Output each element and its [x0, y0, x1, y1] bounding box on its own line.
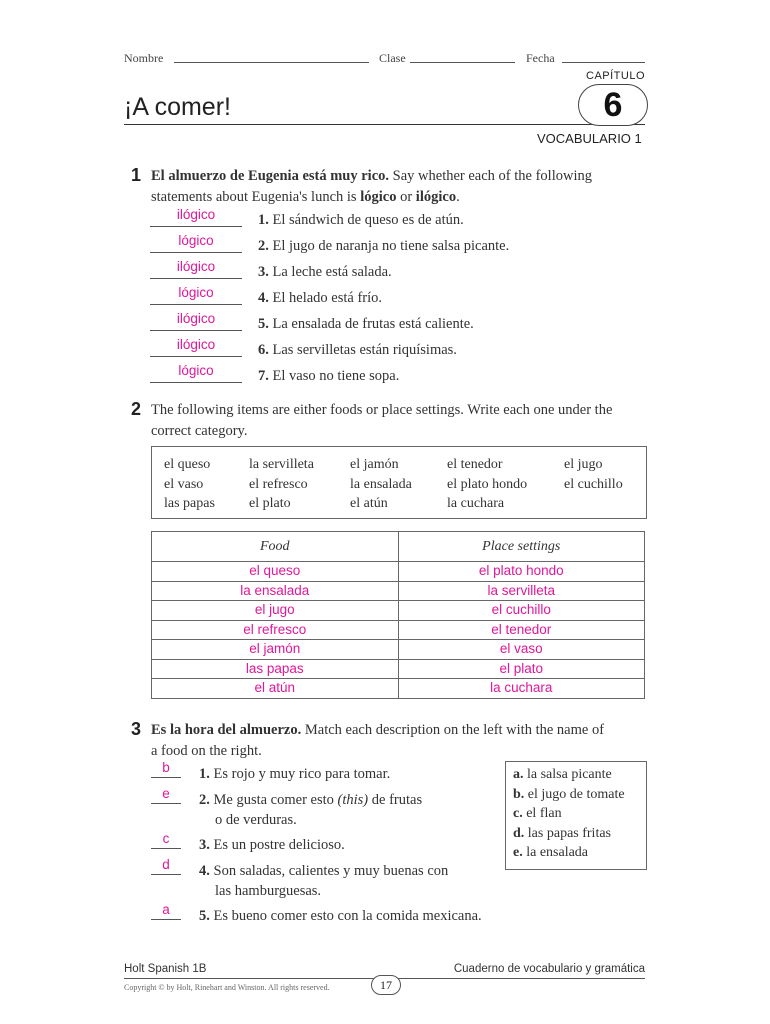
- item-number: 7.: [258, 368, 269, 384]
- word-bank-item: el cuchillo: [564, 476, 623, 492]
- section-1-number: 1: [131, 165, 142, 185]
- word-bank-item: el refresco: [249, 476, 308, 492]
- word-bank-item: el atún: [350, 496, 388, 511]
- food-cell[interactable]: el jamón: [152, 640, 399, 660]
- item-number: 4.: [258, 290, 269, 306]
- option-b: [513, 785, 646, 805]
- place-setting-cell[interactable]: el plato hondo: [398, 562, 645, 582]
- description-5: [199, 908, 482, 925]
- capitulo-label: CAPÍTULO: [586, 70, 646, 82]
- match-answer-line[interactable]: [151, 777, 181, 778]
- word-bank-column: [164, 455, 215, 514]
- section-2-intro-line2: correct category.: [151, 423, 248, 439]
- statement-5: [258, 316, 474, 333]
- answer-2: lógico: [178, 233, 214, 248]
- word-bank-column: [350, 455, 412, 514]
- food-cell[interactable]: el atún: [152, 679, 399, 699]
- description-italic: (this): [337, 792, 369, 808]
- statement-4: [258, 290, 382, 307]
- page-number: 17: [371, 975, 401, 995]
- section-2-number: 2: [131, 399, 142, 419]
- section-1-instructions: [151, 166, 651, 208]
- description-text: Me gusta comer esto: [213, 792, 338, 808]
- answer-line[interactable]: [150, 278, 242, 279]
- word-bank-item: las papas: [164, 496, 215, 511]
- answer-6: ilógico: [176, 337, 216, 352]
- option-c: [513, 804, 646, 824]
- clase-label: Clase: [379, 51, 406, 65]
- description-text: Es un postre delicioso.: [213, 837, 345, 853]
- page-title: ¡A comer!: [124, 93, 231, 121]
- food-cell[interactable]: el queso: [152, 562, 399, 582]
- statement-6: [258, 342, 457, 359]
- answer-line[interactable]: [150, 356, 242, 357]
- section-1-intro-line2: statements about Eugenia's lunch is: [151, 189, 361, 205]
- answer-1: ilógico: [176, 207, 216, 222]
- word-bank-item: el tenedor: [447, 457, 503, 472]
- match-answer-line[interactable]: [151, 848, 181, 849]
- description-text: Es bueno comer esto con la comida mexicana.: [213, 908, 482, 924]
- item-number: 3.: [258, 264, 269, 280]
- option-text: la salsa picante: [527, 767, 612, 782]
- statement-text: La ensalada de frutas está caliente.: [272, 316, 474, 332]
- place-setting-cell[interactable]: el vaso: [398, 640, 645, 660]
- description-text: de frutas: [368, 792, 423, 808]
- place-setting-cell[interactable]: la cuchara: [398, 679, 645, 699]
- section-2-intro-line1: The following items are either foods or place settings. Write each one under the: [151, 402, 613, 418]
- food-cell[interactable]: la ensalada: [152, 581, 399, 601]
- statement-text: El sándwich de queso es de atún.: [272, 212, 464, 228]
- section-2-instructions: [151, 400, 651, 442]
- item-number: 5.: [199, 908, 210, 924]
- item-number: 6.: [258, 342, 269, 358]
- option-letter: a.: [513, 767, 524, 782]
- item-number: 3.: [199, 837, 210, 853]
- word-bank-item: el plato hondo: [447, 476, 528, 492]
- statement-text: Las servilletas están riquísimas.: [272, 342, 457, 358]
- nombre-field[interactable]: [174, 54, 369, 63]
- answer-line[interactable]: [150, 252, 242, 253]
- answer-4: lógico: [178, 285, 214, 300]
- word-bank-item: el jamón: [350, 457, 399, 472]
- section-3-intro-bold: Es la hora del almuerzo.: [151, 722, 302, 738]
- section-3-intro-line2: a food on the right.: [151, 743, 262, 759]
- section-3-intro-rest: Match each description on the left with the name of: [301, 722, 605, 738]
- word-bank-column: [447, 455, 527, 514]
- table-row: [152, 659, 645, 679]
- option-text: el jugo de tomate: [527, 786, 625, 802]
- item-number: 1.: [199, 766, 210, 782]
- word-bank-item: el jugo: [564, 457, 603, 472]
- section-1-intro-bold: El almuerzo de Eugenia está muy rico.: [151, 168, 390, 184]
- workbook-title: Cuaderno de vocabulario y gramática: [453, 963, 645, 975]
- description-4: [199, 863, 448, 880]
- description-2: [199, 792, 422, 809]
- table-row: [152, 581, 645, 601]
- section-3-number: 3: [131, 719, 142, 739]
- word-bank-item: el vaso: [164, 476, 204, 492]
- logico-term: lógico: [360, 189, 397, 205]
- match-answer-line[interactable]: [151, 919, 181, 920]
- answer-3: ilógico: [176, 259, 216, 274]
- description-text: Es rojo y muy rico para tomar.: [213, 766, 391, 782]
- option-text: las papas fritas: [527, 825, 611, 841]
- section-3-instructions: [151, 720, 651, 762]
- match-answer-2: e: [162, 786, 170, 801]
- statement-text: El helado está frío.: [272, 290, 383, 306]
- title-rule: [124, 124, 645, 125]
- place-setting-cell[interactable]: la servilleta: [398, 581, 645, 601]
- match-answer-4: d: [162, 857, 170, 872]
- answer-7: lógico: [178, 363, 214, 378]
- food-options-box: [505, 761, 647, 870]
- nombre-label: Nombre: [124, 51, 164, 65]
- fecha-label: Fecha: [526, 51, 555, 65]
- table-row: [152, 601, 645, 621]
- category-table: [151, 531, 645, 699]
- option-letter: c.: [513, 806, 523, 821]
- match-answer-3: c: [162, 831, 170, 846]
- word-bank-item: la servilleta: [249, 457, 314, 472]
- option-text: el flan: [526, 806, 562, 821]
- section-1-intro-rest: Say whether each of the following: [389, 168, 592, 184]
- place-settings-header: Place settings: [398, 532, 645, 562]
- option-letter: d.: [513, 825, 525, 841]
- statement-7: [258, 368, 399, 385]
- food-cell[interactable]: el jugo: [152, 601, 399, 621]
- option-d: [513, 824, 646, 844]
- option-e: [513, 843, 646, 863]
- statement-2: [258, 238, 509, 255]
- answer-5: ilógico: [176, 311, 216, 326]
- book-title: Holt Spanish 1B: [124, 963, 207, 975]
- table-row: [152, 679, 645, 699]
- clase-field[interactable]: [410, 54, 515, 63]
- item-number: 1.: [258, 212, 269, 228]
- place-setting-cell[interactable]: el tenedor: [398, 620, 645, 640]
- fecha-field[interactable]: [562, 54, 645, 63]
- description-3: [199, 837, 345, 854]
- word-bank: [151, 446, 647, 519]
- option-a: [513, 765, 646, 785]
- description-4-line2: las hamburguesas.: [215, 883, 322, 899]
- table-row: [152, 640, 645, 660]
- or-word: or: [396, 189, 416, 205]
- statement-text: El jugo de naranja no tiene salsa picante.: [272, 238, 510, 254]
- answer-line[interactable]: [150, 330, 242, 331]
- place-setting-cell[interactable]: el plato: [398, 659, 645, 679]
- match-answer-1: b: [162, 760, 170, 775]
- place-setting-cell[interactable]: el cuchillo: [398, 601, 645, 621]
- food-cell[interactable]: el refresco: [152, 620, 399, 640]
- statement-text: La leche está salada.: [272, 264, 392, 280]
- description-1: [199, 766, 390, 783]
- statement-text: El vaso no tiene sopa.: [272, 368, 400, 384]
- option-letter: e.: [513, 845, 523, 860]
- period: .: [456, 189, 460, 205]
- food-cell[interactable]: las papas: [152, 659, 399, 679]
- item-number: 5.: [258, 316, 269, 332]
- word-bank-column: [249, 455, 314, 514]
- description-2-line2: o de verduras.: [215, 812, 297, 828]
- ilogico-term: ilógico: [415, 189, 457, 205]
- vocabulario-label: VOCABULARIO 1: [537, 131, 642, 146]
- match-answer-5: a: [162, 902, 170, 917]
- answer-line[interactable]: [150, 226, 242, 227]
- match-answer-line[interactable]: [151, 874, 181, 875]
- statement-3: [258, 264, 392, 281]
- chapter-badge: 6: [578, 84, 648, 126]
- item-number: 2.: [258, 238, 269, 254]
- table-row: [152, 562, 645, 582]
- food-header: Food: [152, 532, 399, 562]
- option-letter: b.: [513, 786, 525, 802]
- statement-1: [258, 212, 464, 229]
- word-bank-item: la ensalada: [350, 476, 412, 492]
- word-bank-item: la cuchara: [447, 496, 505, 511]
- answer-line[interactable]: [150, 382, 242, 383]
- option-text: la ensalada: [526, 845, 589, 860]
- match-answer-line[interactable]: [151, 803, 181, 804]
- word-bank-column: [564, 455, 623, 494]
- answer-line[interactable]: [150, 304, 242, 305]
- table-row: [152, 620, 645, 640]
- table-header-row: [152, 532, 645, 562]
- word-bank-item: el queso: [164, 457, 211, 472]
- description-text: Son saladas, calientes y muy buenas con: [213, 863, 449, 879]
- item-number: 2.: [199, 792, 210, 808]
- copyright-notice: Copyright © by Holt, Rinehart and Winston. All rights reserved.: [124, 983, 330, 992]
- word-bank-item: el plato: [249, 496, 291, 511]
- item-number: 4.: [199, 863, 210, 879]
